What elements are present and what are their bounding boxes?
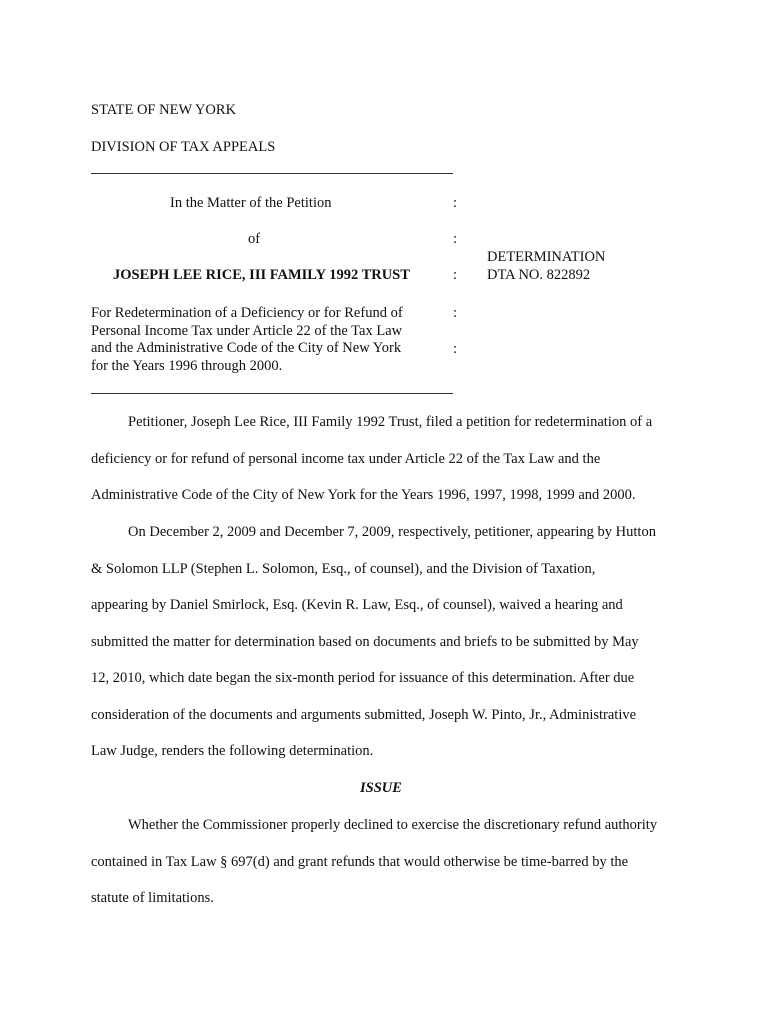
document-type: DETERMINATION	[487, 249, 606, 265]
of-line: of	[248, 231, 261, 247]
paragraph-issue	[91, 817, 691, 927]
body-line: submitted the matter for determination based on documents and briefs to be submitted by May	[91, 633, 639, 650]
paragraph-petition	[91, 414, 691, 524]
body-line: 12, 2010, which date began the six-month period for issuance of this determination. After due	[91, 670, 635, 686]
matter-line: In the Matter of the Petition	[170, 195, 332, 211]
body-line: consideration of the documents and arguments submitted, Joseph W. Pinto, Jr., Administrative	[91, 706, 637, 723]
body-line: statute of limitations.	[91, 890, 214, 906]
body-line: deficiency or for refund of personal income tax under Article 22 of the Tax Law and the	[91, 450, 601, 467]
body-line: On December 2, 2009 and December 7, 2009, respectively, petitioner, appearing by Hutton	[128, 524, 656, 540]
caption-description	[91, 305, 403, 375]
description-line: Personal Income Tax under Article 22 of the Tax Law	[91, 322, 403, 339]
description-line: for the Years 1996 through 2000.	[91, 357, 283, 374]
body-line: appearing by Daniel Smirlock, Esq. (Kevin R. Law, Esq., of counsel), waived a hearing and	[91, 597, 623, 613]
description-line: For Redetermination of a Deficiency or for Refund of	[91, 305, 403, 321]
division-heading: DIVISION OF TAX APPEALS	[91, 139, 276, 155]
issue-heading: ISSUE	[360, 780, 402, 796]
paragraph-procedure	[91, 524, 691, 780]
caption-colon: :	[453, 341, 458, 357]
state-heading: STATE OF NEW YORK	[91, 102, 237, 118]
body-line: Petitioner, Joseph Lee Rice, III Family 1992 Trust, filed a petition for redetermination of a	[128, 414, 653, 430]
body-line: Administrative Code of the City of New York for the Years 1996, 1997, 1998, 1999 and 2000.	[91, 487, 636, 503]
petitioner-name: JOSEPH LEE RICE, III FAMILY 1992 TRUST	[113, 267, 410, 283]
body-line: Law Judge, renders the following determination.	[91, 743, 374, 759]
body-line: contained in Tax Law § 697(d) and grant refunds that would otherwise be time-barred by the	[91, 853, 629, 870]
caption-colon: :	[453, 267, 458, 283]
caption-colon: :	[453, 195, 458, 211]
description-line: and the Administrative Code of the City of New York	[91, 340, 402, 356]
caption-colon: :	[453, 231, 458, 247]
caption-top-rule	[91, 173, 453, 174]
caption-bottom-rule	[91, 393, 453, 394]
body-line: & Solomon LLP (Stephen L. Solomon, Esq., of counsel), and the Division of Taxation,	[91, 560, 596, 577]
caption-colon: :	[453, 305, 458, 321]
body-line: Whether the Commissioner properly declined to exercise the discretionary refund authority	[128, 817, 658, 833]
dta-number: DTA NO. 822892	[487, 267, 591, 283]
